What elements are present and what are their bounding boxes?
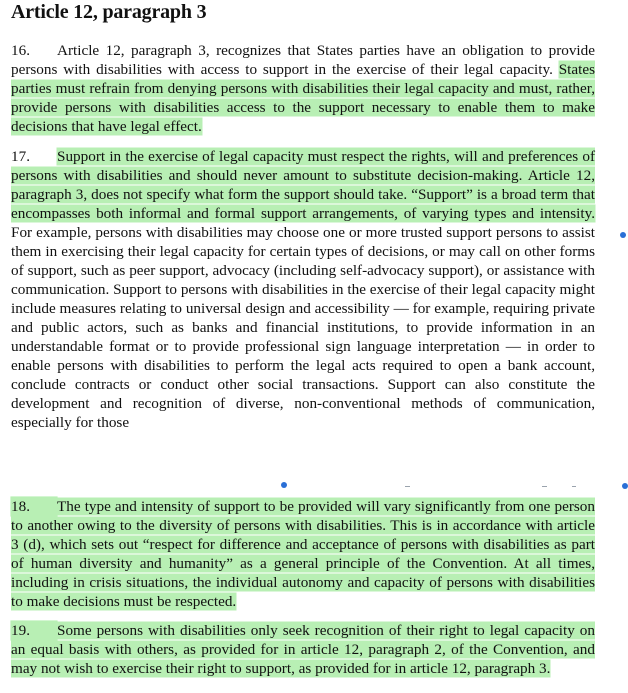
paragraph-number: 18.	[11, 497, 57, 516]
paragraph-number: 19.	[11, 621, 57, 640]
page-break-mark	[405, 486, 410, 487]
highlighted-text[interactable]: States parties must refrain from denying persons with disabilities their legal capacity and must, rather, provide persons with disabilities access to the support necessary to enable them to make decisions that have legal effect.	[11, 61, 595, 135]
page-break-mark	[572, 486, 576, 487]
paragraph-text: Article 12, paragraph 3, recognizes that States parties have an obligation to provide persons with disabilities with access to support in the exercise of their legal capacity.	[11, 42, 595, 78]
section-heading: Article 12, paragraph 3	[11, 1, 207, 23]
annotation-marker-dot[interactable]	[620, 232, 626, 238]
paragraph-17	[11, 147, 595, 432]
page-break-mark	[542, 486, 547, 487]
highlighted-text[interactable]: Support in the exercise of legal capacity must respect the rights, will and preferences of persons with disabilities and should never amount to substitute decision-making. Article 12, paragraph 3, does not specify what form the support should take. “Support” is a broad term that encompasses both informal and formal support arrangements, of varying types and intensity.	[11, 148, 595, 222]
paragraph-number: 16.	[11, 42, 30, 59]
highlighted-text[interactable]: Some persons with disabilities only seek recognition of their right to legal capacity on an equal basis with others, as provided for in article 12, paragraph 2, of the Convention, and may not wish to exercise their right to support, as provided for in article 12, paragraph 3.	[11, 622, 595, 677]
paragraph-19	[11, 621, 595, 678]
paragraph-text: For example, persons with disabilities may choose one or more trusted support persons to assist them in exercising their legal capacity for certain types of decisions, or may call on other forms of support, such as peer support, advocacy (including self-advocacy support), or assistance with communication. Support to persons with disabilities in the exercise of their legal capacity might include measures relating to universal design and accessibility — for example, requiring private and public actors, such as banks and financial institutions, to provide information in an understandable format or to provide professional sign language interpretation — in order to enable persons with disabilities to perform the legal acts required to open a bank account, conclude contracts or conduct other social transactions. Support can also constitute the development and recognition of diverse, non-conventional methods of communication, especially for those	[11, 224, 595, 431]
annotation-marker-dot[interactable]	[281, 482, 287, 488]
paragraph-16	[11, 41, 595, 136]
paragraph-18	[11, 497, 595, 611]
highlighted-text[interactable]: The type and intensity of support to be provided will vary significantly from one person to another owing to the diversity of persons with disabilities. This is in accordance with article 3 (d), which sets out “respect for difference and acceptance of persons with disabilities as part of human diversity and humanity” as a general principle of the Convention. At all times, including in crisis situations, the individual autonomy and capacity of persons with disabilities to make decisions must be respected.	[11, 498, 595, 610]
paragraph-number: 17.	[11, 148, 30, 165]
annotation-marker-dot[interactable]	[622, 483, 628, 489]
